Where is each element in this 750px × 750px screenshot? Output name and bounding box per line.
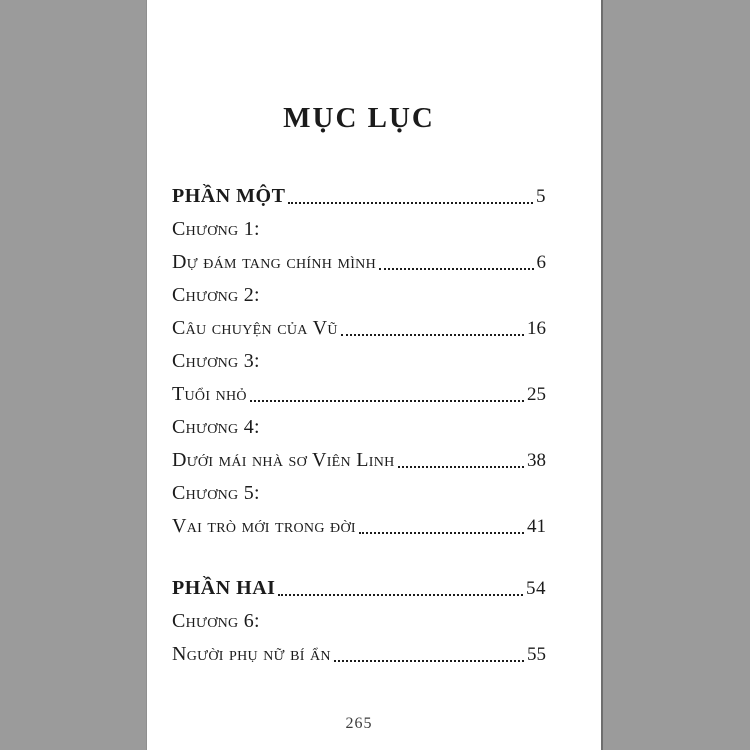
table-of-contents (172, 180, 546, 671)
dot-leader (334, 660, 524, 662)
toc-part-label: PHẦN MỘT (172, 185, 286, 207)
toc-chapter-heading (172, 605, 546, 638)
toc-chapter-label: Chương 3: (172, 350, 260, 372)
toc-chapter-heading (172, 213, 546, 246)
dot-leader (250, 400, 524, 402)
dot-leader (288, 202, 533, 204)
toc-entry-row (172, 444, 546, 477)
dot-leader (398, 466, 524, 468)
toc-entry-label: Dưới mái nhà sơ Viên Linh (172, 449, 395, 471)
toc-part-label: PHẦN HAI (172, 577, 276, 599)
toc-chapter-label: Chương 4: (172, 416, 260, 438)
toc-chapter-label: Chương 1: (172, 218, 260, 240)
toc-entry-label: Câu chuyện của Vũ (172, 317, 338, 339)
toc-part-row (172, 180, 546, 213)
page-title: MỤC LỤC (283, 102, 435, 134)
toc-entry-row (172, 638, 546, 671)
toc-entry-row (172, 312, 546, 345)
toc-entry-row (172, 510, 546, 543)
toc-chapter-label: Chương 2: (172, 284, 260, 306)
toc-entry-label: Dự đám tang chính mình (172, 251, 376, 273)
toc-entry-label: Tuổi nhỏ (172, 383, 247, 405)
scanned-book-page (146, 0, 603, 750)
toc-page-number: 5 (536, 186, 546, 207)
toc-page-number: 41 (527, 516, 546, 537)
toc-page-number: 54 (526, 578, 546, 599)
toc-chapter-label: Chương 5: (172, 482, 260, 504)
folio-page-number: 265 (345, 715, 373, 732)
toc-page-number: 6 (536, 252, 546, 273)
dot-leader (341, 334, 524, 336)
toc-page-number: 25 (527, 384, 546, 405)
dot-leader (278, 594, 523, 596)
toc-part-row (172, 572, 546, 605)
toc-page-number: 38 (527, 450, 546, 471)
dot-leader (379, 268, 534, 270)
toc-chapter-heading (172, 345, 546, 378)
toc-entry-label: Người phụ nữ bí ẩn (172, 643, 331, 665)
toc-chapter-heading (172, 279, 546, 312)
toc-page-number: 16 (527, 318, 546, 339)
toc-entry-row (172, 246, 546, 279)
toc-chapter-label: Chương 6: (172, 610, 260, 632)
toc-entry-row (172, 378, 546, 411)
dot-leader (359, 532, 524, 534)
toc-page-number: 55 (527, 644, 546, 665)
toc-chapter-heading (172, 411, 546, 444)
toc-entry-label: Vai trò mới trong đời (172, 515, 356, 537)
toc-chapter-heading (172, 477, 546, 510)
